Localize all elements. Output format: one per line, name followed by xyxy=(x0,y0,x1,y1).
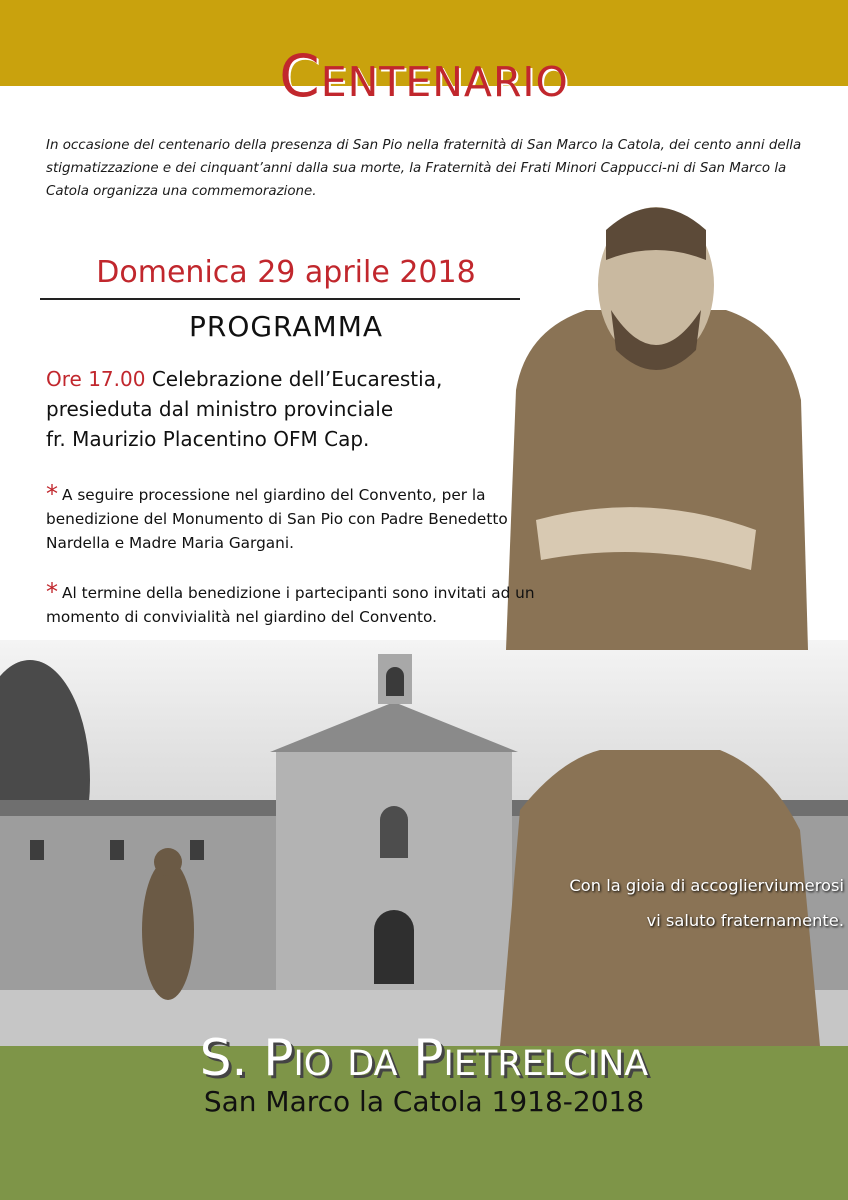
greeting-line-2: vi saluto fraternamente. xyxy=(646,911,844,930)
date-underline xyxy=(40,298,520,300)
event-date: Domenica 29 aprile 2018 xyxy=(96,255,476,290)
celebration-line-2: presieduta dal ministro provinciale xyxy=(46,397,394,421)
celebration-text-1: Celebrazione dell’Eucarestia, xyxy=(151,367,443,391)
event-time: Ore 17.00 xyxy=(46,367,146,391)
intro-paragraph: In occasione del centenario della presenza di San Pio nella fraternità di San Marco la Catola, dei cento anni della stigmatizzazione e dei cinquant’anni dalla sua morte, la Fraternità dei Frati Minori Cappucci-ni di San Marco la Catola organizza una commemorazione. xyxy=(46,138,802,199)
celebration-block xyxy=(46,364,496,454)
statue-shape xyxy=(142,860,194,1000)
greeting-block xyxy=(500,868,844,938)
saint-name-title: S. Pio da Pietrelcina xyxy=(199,1029,649,1087)
convent-photo-area xyxy=(0,640,848,1046)
page-title: Centenario xyxy=(279,42,569,110)
celebration-line-1 xyxy=(46,364,496,394)
note-conviviality-text: Al termine della benedizione i partecipanti sono invitati ad un momento di convivialità nel giardino del Convento. xyxy=(46,584,535,626)
greeting-line-1: Con la gioia di accoglierviumerosi xyxy=(569,876,844,895)
location-years-subtitle: San Marco la Catola 1918-2018 xyxy=(203,1085,645,1118)
note-marker: * xyxy=(46,578,58,606)
church-door-shape xyxy=(374,910,414,984)
program-heading: PROGRAMMA xyxy=(188,310,384,343)
celebration-line-3: fr. Maurizio Placentino OFM Cap. xyxy=(46,427,370,451)
church-pediment-shape xyxy=(270,702,518,752)
note-marker: * xyxy=(46,480,58,508)
note-procession xyxy=(46,482,546,555)
convent-illustration xyxy=(0,640,848,1046)
note-procession-text: A seguire processione nel giardino del Convento, per la benedizione del Monumento di San Pio con Padre Benedetto Nardella e Madre Maria Gargani. xyxy=(46,486,508,552)
note-conviviality xyxy=(46,580,546,629)
